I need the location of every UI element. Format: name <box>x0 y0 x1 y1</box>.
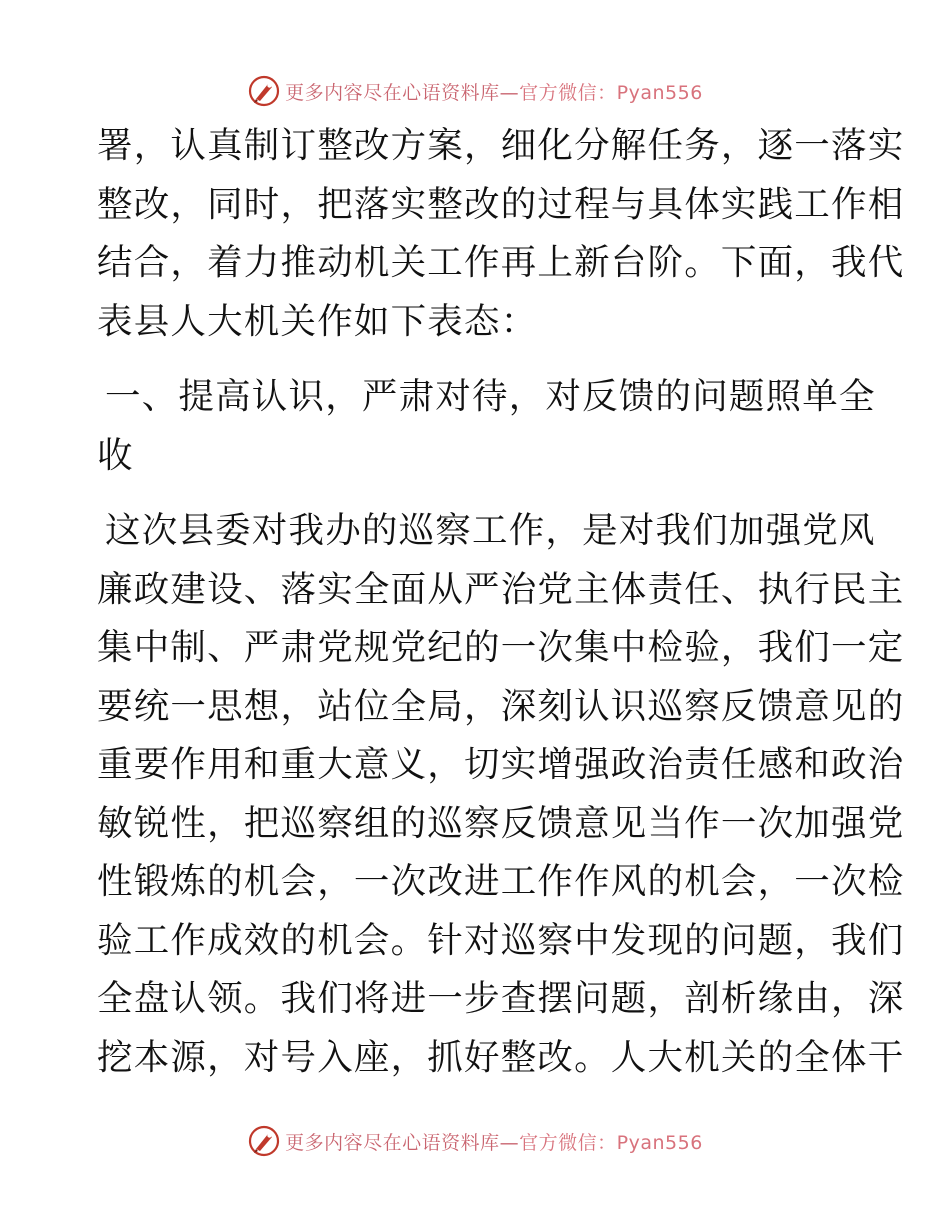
text-line: 要统一思想，站位全局，深刻认识巡察反馈意见的 <box>97 685 905 727</box>
text-line: 结合，着力推动机关工作再上新台阶。下面，我代 <box>97 242 905 283</box>
section-heading-1 <box>97 368 876 485</box>
text-line: 廉政建设、落实全面从严治党主体责任、执行民主 <box>97 568 905 610</box>
footer-banner-main: 更多内容尽在心语资料库— <box>285 1131 520 1154</box>
text-line: 验工作成效的机会。针对巡察中发现的问题，我们 <box>97 919 905 961</box>
text-line: 集中制、严肃党规党纪的一次集中检验，我们一定 <box>97 627 905 668</box>
footer-banner-text <box>285 1128 703 1155</box>
text-line: 敏锐性，把巡察组的巡察反馈意见当作一次加强党 <box>97 802 905 844</box>
footer-wechat-id: 官方微信：Pyan556 <box>519 1131 703 1154</box>
text-line: 重要作用和重大意义，切实增强政治责任感和政治 <box>97 744 905 785</box>
paragraph-1 <box>97 117 905 351</box>
pen-nib-logo-icon <box>247 74 281 108</box>
text-line: 署，认真制订整改方案，细化分解任务，逐一落实 <box>97 125 905 166</box>
text-line: 全盘认领。我们将进一步查摆问题，剖析缘由，深 <box>97 978 905 1019</box>
text-line: 这次县委对我办的巡察工作，是对我们加强党风 <box>105 510 876 551</box>
text-line: 整改，同时，把落实整改的过程与具体实践工作相 <box>97 183 905 225</box>
footer-banner <box>0 1121 950 1161</box>
header-banner-text <box>285 78 703 105</box>
document-body <box>97 117 905 1087</box>
pen-nib-logo-icon <box>247 1124 281 1158</box>
text-line: 表县人大机关作如下表态： <box>97 300 538 342</box>
heading-line: 收 <box>97 434 134 476</box>
text-line: 性锻炼的机会，一次改进工作作风的机会，一次检 <box>97 861 905 902</box>
text-line: 挖本源，对号入座，抓好整改。人大机关的全体干 <box>97 1036 905 1078</box>
heading-line: 一、提高认识，严肃对待，对反馈的问题照单全 <box>105 376 876 417</box>
header-wechat-id: 官方微信：Pyan556 <box>519 81 703 104</box>
paragraph-2 <box>97 502 905 1087</box>
header-banner <box>0 71 950 111</box>
header-banner-main: 更多内容尽在心语资料库— <box>285 81 520 104</box>
